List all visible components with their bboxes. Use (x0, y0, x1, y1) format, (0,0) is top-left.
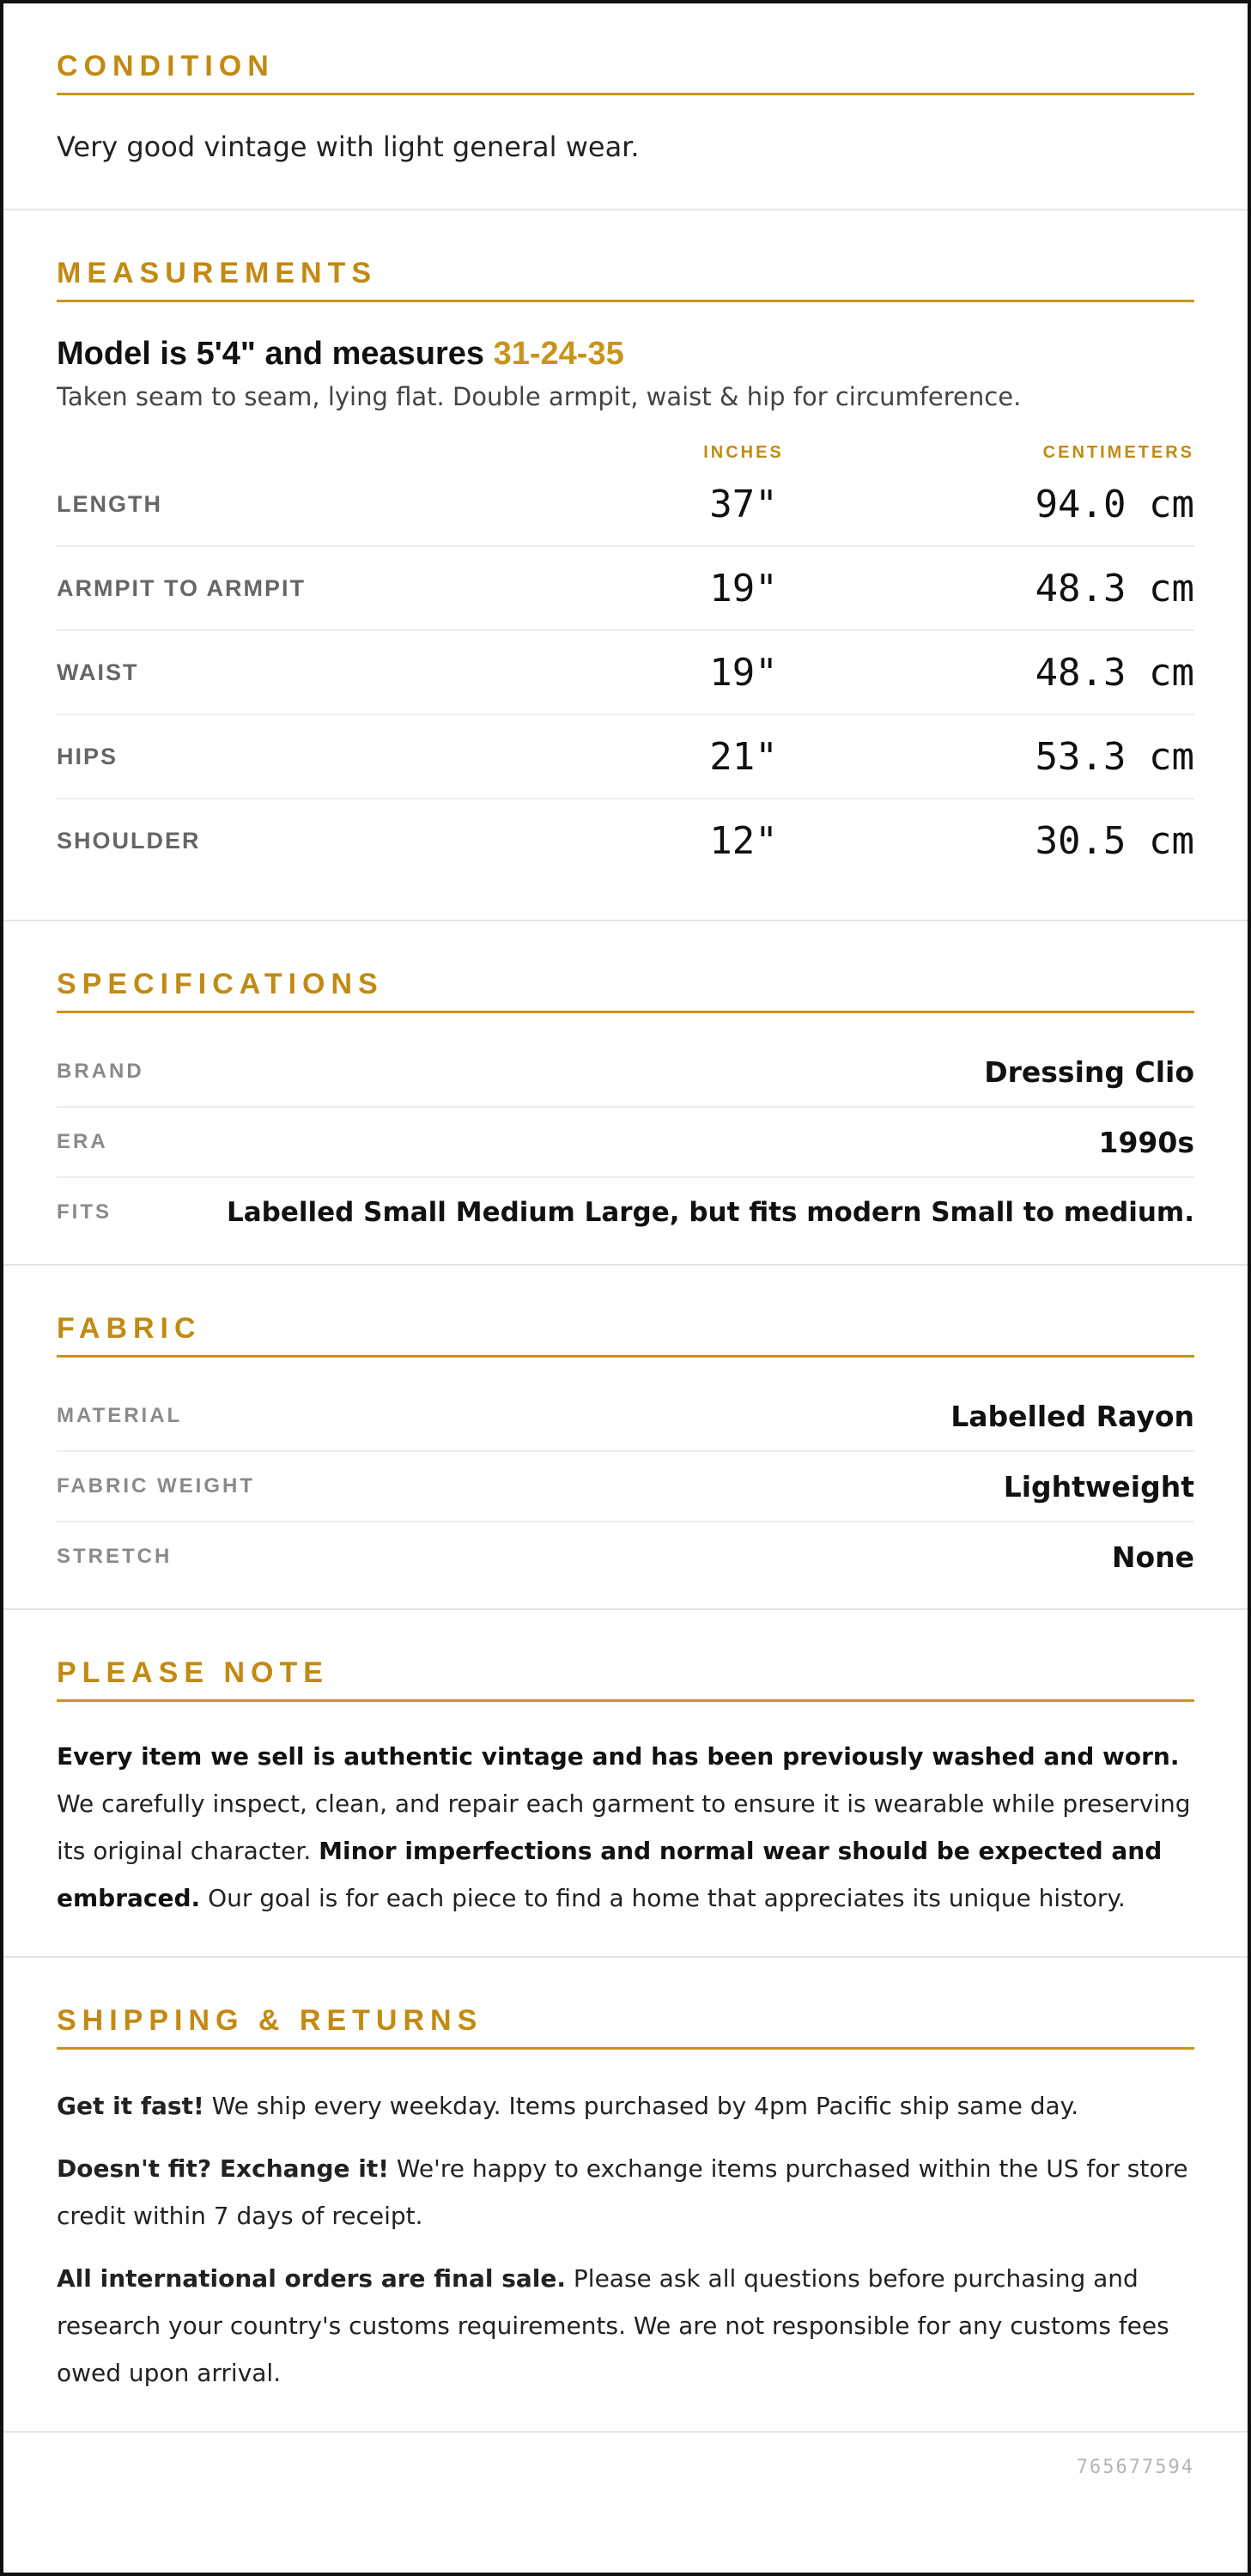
measurement-method-note: Taken seam to seam, lying flat. Double armpit, waist & hip for circumference. (57, 382, 1022, 412)
shipping-international-text: Please ask all questions before purchasing and research your country's customs requirements. We are not responsible for any customs fees owed upon arrival. (57, 2264, 1169, 2388)
model-measures-figures: 31-24-35 (493, 335, 624, 372)
measurements-table (57, 463, 1194, 882)
measurements-title: MEASUREMENTS (57, 258, 1194, 302)
spec-value: Labelled Small Medium Large, but fits modern Small to medium. (226, 1197, 1194, 1229)
fabric-key: STRETCH (57, 1545, 173, 1569)
shipping-paragraphs (57, 2082, 1194, 2397)
measurement-inches: 21" (709, 734, 778, 779)
fabric-value: None (1111, 1540, 1194, 1574)
measurement-cm: 53.3 cm (1035, 734, 1194, 779)
please-note-title: PLEASE NOTE (57, 1658, 1194, 1702)
measurement-row-length (57, 463, 1194, 547)
spec-value: 1990s (1098, 1125, 1194, 1159)
shipping-fast-text: We ship every weekday. Items purchased by 4pm Pacific ship same day. (203, 2092, 1079, 2121)
centimeters-column-header: CENTIMETERS (1042, 443, 1194, 463)
spec-value: Dressing Clio (984, 1054, 1194, 1089)
fabric-value: Labelled Rayon (950, 1399, 1194, 1433)
shipping-returns-section (3, 1958, 1248, 2433)
spec-row-fits (57, 1178, 1194, 1247)
inches-column-header: INCHES (703, 443, 784, 463)
please-note-paragraph (57, 1733, 1194, 1922)
spec-key: FITS (57, 1200, 112, 1224)
spec-key: ERA (57, 1130, 108, 1154)
measurement-row-hips (57, 715, 1194, 799)
measurement-row-shoulder (57, 799, 1194, 882)
measurement-label: ARMPIT TO ARMPIT (57, 574, 306, 601)
shipping-exchange-text: We're happy to exchange items purchased within the US for store credit within 7 days of receipt. (57, 2154, 1188, 2231)
measurement-label: HIPS (57, 743, 118, 769)
measurement-cm: 48.3 cm (1035, 566, 1194, 611)
measurements-table-header (57, 443, 1194, 463)
fabric-row-material (57, 1382, 1194, 1452)
condition-section (3, 3, 1248, 210)
model-measures-line (57, 335, 1194, 374)
please-note-bold-2: Minor imperfections and normal wear should be expected and embraced. (57, 1837, 1163, 1913)
please-note-text-1: We carefully inspect, clean, and repair each garment to ensure it is wearable while preserving its original character. (57, 1789, 1191, 1866)
fabric-value: Lightweight (1003, 1469, 1194, 1504)
measurement-label: LENGTH (57, 490, 162, 517)
please-note-text-2: Our goal is for each piece to find a home that appreciates its unique history. (200, 1884, 1126, 1913)
measurement-inches: 19" (709, 566, 778, 611)
measurements-section (3, 210, 1248, 922)
measurement-row-armpit (57, 547, 1194, 631)
fabric-key: MATERIAL (57, 1404, 183, 1428)
measurement-cm: 30.5 cm (1035, 818, 1194, 863)
shipping-paragraph-exchange (57, 2145, 1194, 2239)
specifications-section (3, 921, 1248, 1266)
measurement-inches: 12" (709, 818, 778, 863)
specifications-title: SPECIFICATIONS (57, 969, 1194, 1013)
shipping-paragraph-fast (57, 2082, 1194, 2129)
fabric-row-weight (57, 1452, 1194, 1522)
product-id-code: 765677594 (1076, 2457, 1194, 2479)
please-note-bold-1: Every item we sell is authentic vintage and has been previously washed and worn. (57, 1742, 1180, 1771)
measurement-inches: 19" (709, 650, 778, 695)
spec-row-brand (57, 1037, 1194, 1108)
shipping-fast-bold: Get it fast! (57, 2092, 204, 2121)
measurement-cm: 94.0 cm (1035, 482, 1194, 526)
fabric-title: FABRIC (57, 1314, 1194, 1358)
fabric-row-stretch (57, 1522, 1194, 1591)
specifications-list (57, 1037, 1194, 1247)
measurement-row-waist (57, 631, 1194, 715)
measurement-inches: 37" (709, 482, 778, 526)
condition-text: Very good vintage with light general wear. (57, 131, 640, 163)
shipping-paragraph-international (57, 2255, 1194, 2397)
shipping-title: SHIPPING & RETURNS (57, 2006, 1194, 2050)
measurement-cm: 48.3 cm (1035, 650, 1194, 695)
fabric-key: FABRIC WEIGHT (57, 1474, 255, 1498)
footer (3, 2433, 1248, 2501)
measurement-label: SHOULDER (57, 827, 201, 854)
please-note-section (3, 1610, 1248, 1958)
spec-key: BRAND (57, 1060, 144, 1084)
model-measures-prefix: Model is 5'4" and measures (57, 335, 494, 372)
measurement-label: WAIST (57, 659, 139, 685)
shipping-exchange-bold: Doesn't fit? Exchange it! (57, 2154, 389, 2184)
condition-title: CONDITION (57, 52, 1194, 95)
fabric-section (3, 1266, 1248, 1610)
shipping-international-bold: All international orders are final sale. (57, 2264, 567, 2293)
spec-row-era (57, 1108, 1194, 1178)
fabric-list (57, 1382, 1194, 1591)
